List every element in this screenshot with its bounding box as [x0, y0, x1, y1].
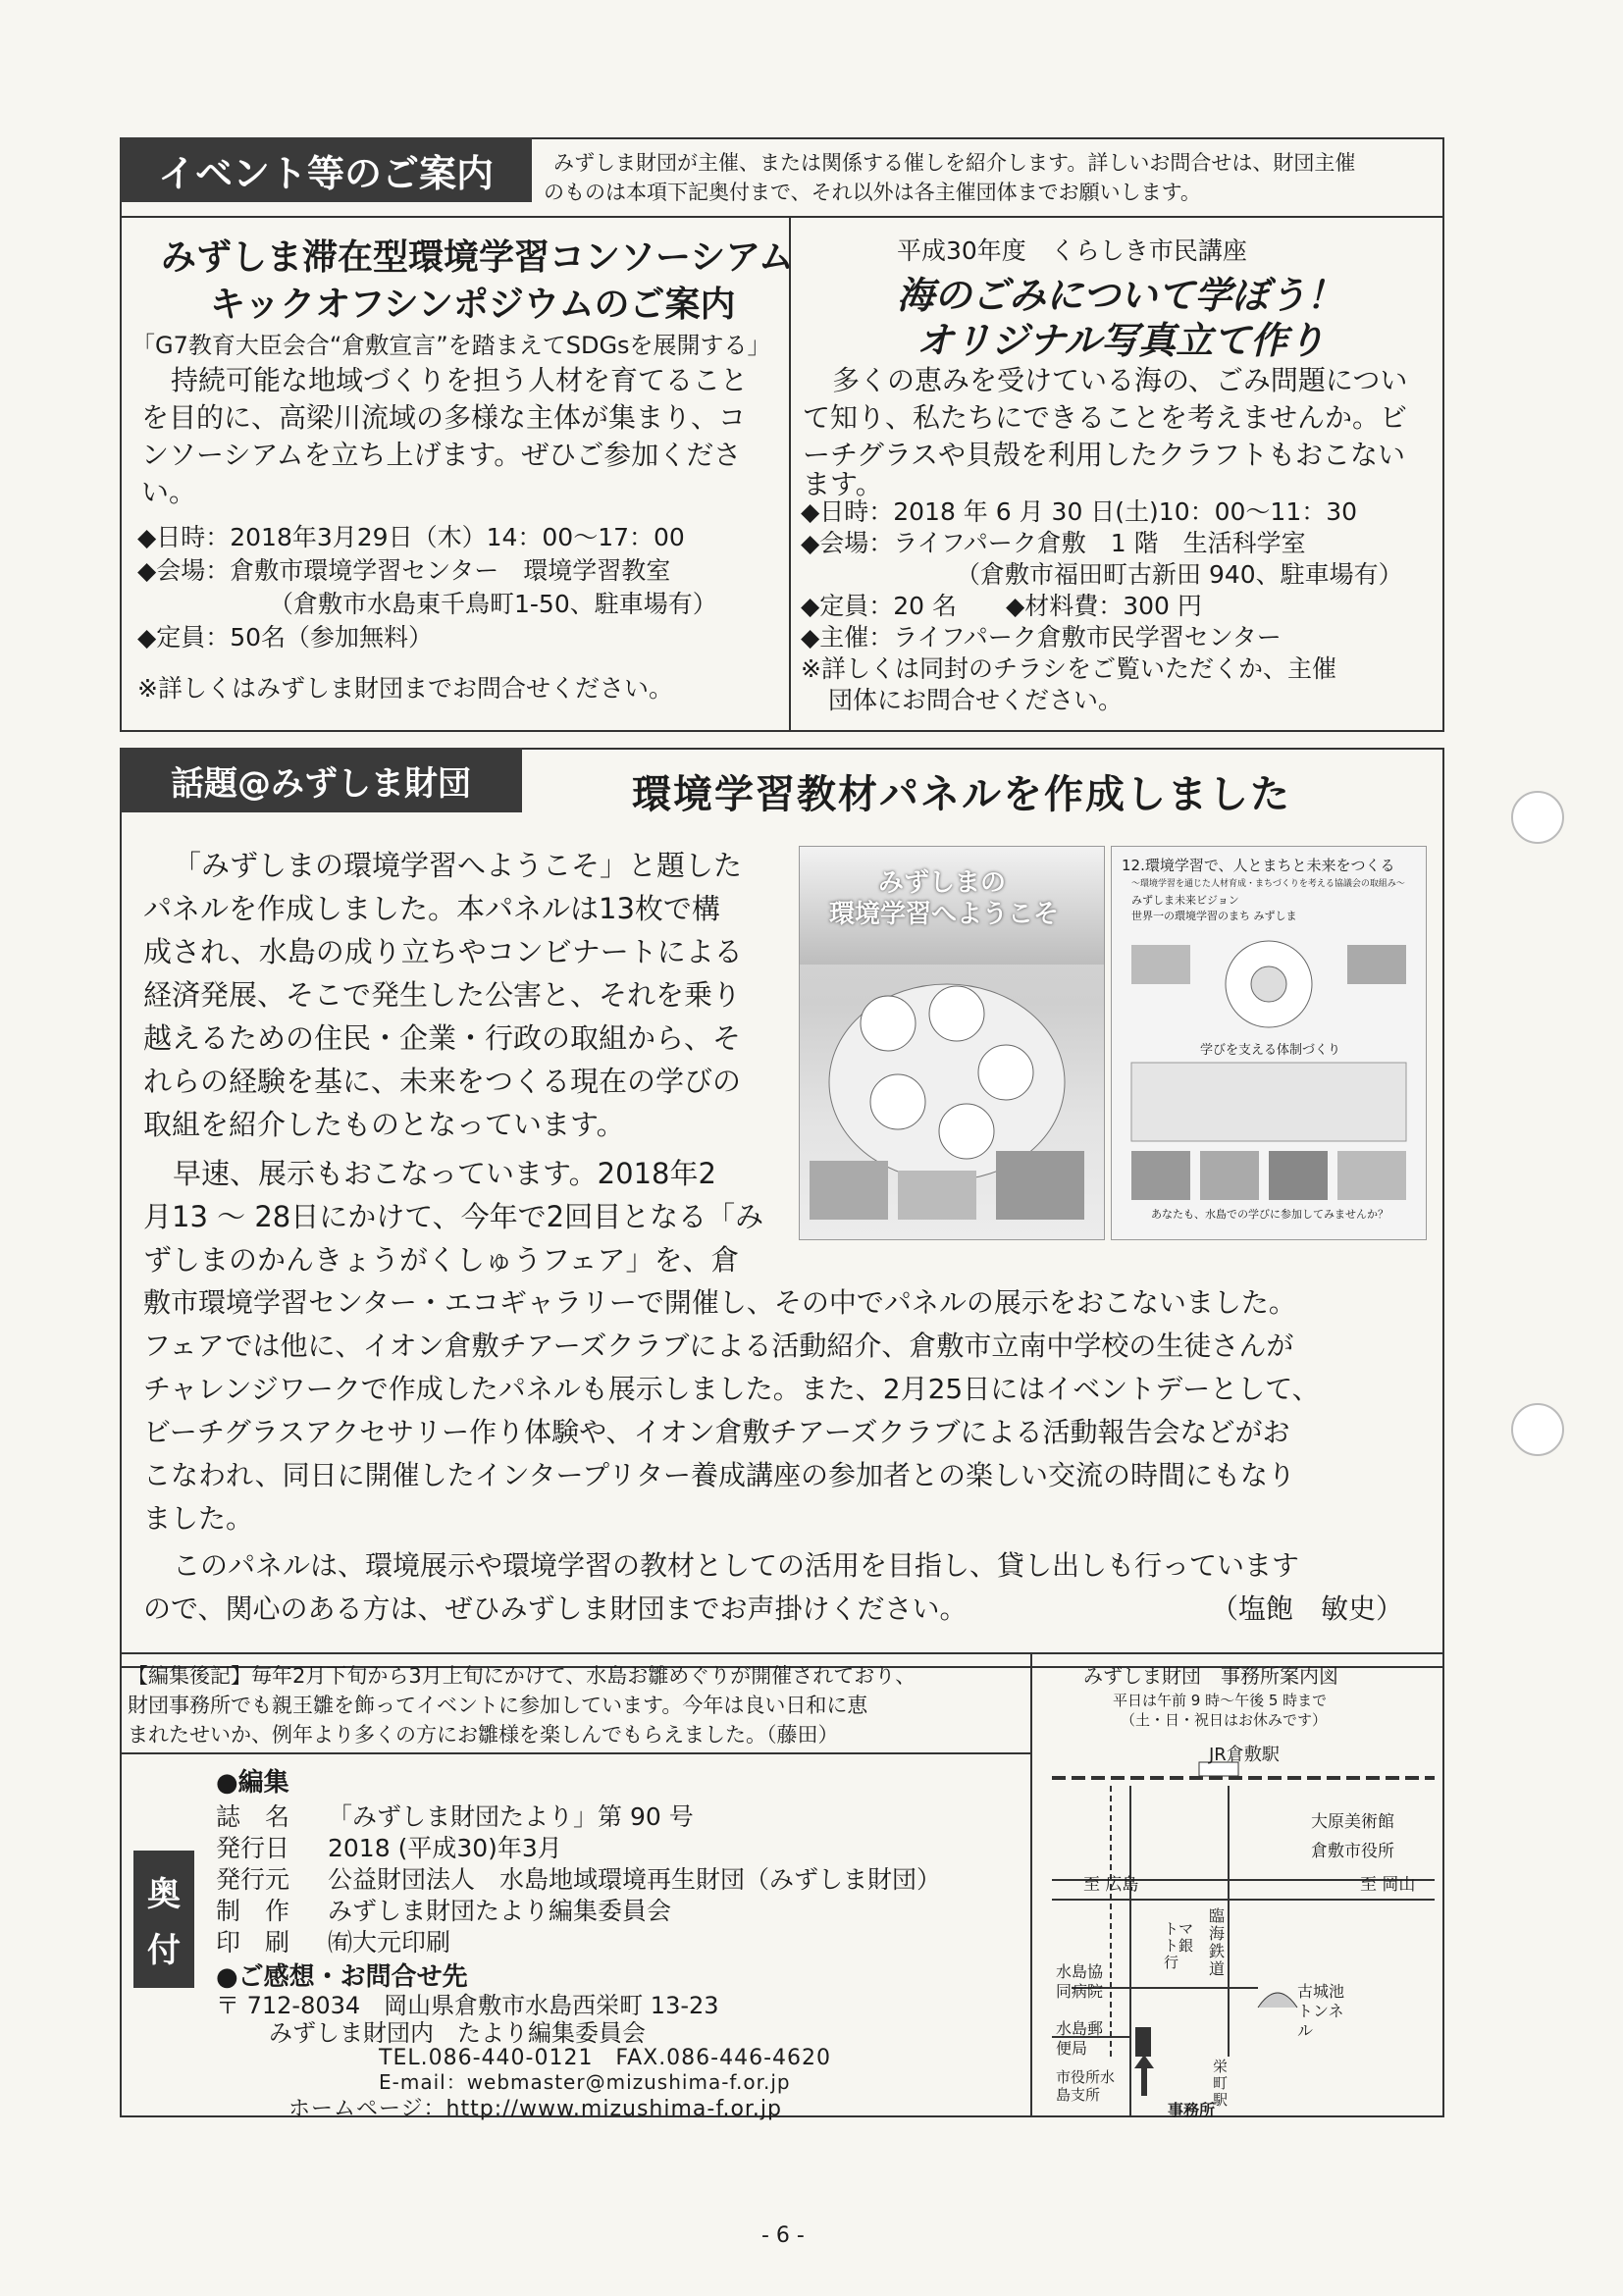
colophon-key: 発行日: [216, 1834, 290, 1862]
postscript-line: 財団事務所でも親王雛を飾ってイベントに参加しています。今年は良い日和に恵: [128, 1694, 868, 1717]
map-label-museum: 大原美術館: [1311, 1812, 1394, 1832]
punch-hole: [1511, 791, 1564, 844]
panel2-mid: 学びを支える体制づくり: [1200, 1043, 1341, 1058]
right-event-venue-address: （倉敷市福田町古新田 940、駐車場有）: [956, 560, 1403, 589]
contact-homepage[interactable]: ホームページ：http://www.mizushima-f.or.jp: [288, 2097, 783, 2121]
colophon-key: 発行元: [216, 1865, 290, 1894]
topic-para1-line: 成され、水島の成り立ちやコンビナートによる: [143, 935, 743, 968]
map-closed: （土・日・祝日はお休みです）: [1121, 1711, 1328, 1729]
topic-para1-line: 取組を紹介したものとなっています。: [143, 1108, 625, 1141]
right-event-kicker: 平成30年度 くらしき市民講座: [897, 236, 1247, 265]
topic-para2-line: ました。: [143, 1502, 254, 1535]
map-label-tunnel: 古城池トンネル: [1297, 1982, 1345, 2040]
events-divider-v: [789, 216, 791, 730]
right-event-capacity: ◆定員：20 名 ◆材料費：300 円: [801, 592, 1202, 620]
panel2-bottom: あなたも、水島での学びに参加してみませんか？: [1151, 1208, 1388, 1221]
side-label-char: 付: [147, 1931, 181, 1970]
postscript-divider: [122, 1752, 1030, 1754]
events-intro-1: みずしま財団が主催、または関係する催しを紹介します。詳しいお問合せは、財団主催: [553, 151, 1356, 175]
right-event-note-2: 団体にお問合せください。: [828, 686, 1124, 714]
left-event-body-4: い。: [141, 476, 197, 508]
topic-title: 環境学習教材パネルを作成しました: [632, 772, 1291, 817]
panel2-title: 12.環境学習で、人とまちと未来をつくる: [1122, 857, 1395, 874]
panel-image-future: [1111, 846, 1427, 1240]
map-label-sakae: 栄町駅: [1213, 2058, 1229, 2109]
right-event-venue: ◆会場：ライフパーク倉敷 1 階 生活科学室: [801, 529, 1306, 557]
right-event-organizer: ◆主催：ライフパーク倉敷市民学習センター: [801, 623, 1282, 652]
topic-para3-line: このパネルは、環境展示や環境学習の教材としての活用を目指し、貸し出しも行っています: [173, 1549, 1300, 1582]
colophon-value: ㈲大元印刷: [328, 1928, 451, 1957]
topic-para1-line: 越えるための住民・企業・行政の取組から、そ: [143, 1021, 742, 1055]
colophon-key: 誌 名: [216, 1802, 290, 1831]
map-title: みずしま財団 事務所案内図: [1083, 1664, 1338, 1688]
topic-section: [120, 748, 1444, 1668]
colophon-section: [120, 1652, 1444, 2121]
map-label-tomato: トマト銀行: [1164, 1920, 1194, 1971]
right-event-title-2: オリジナル写真立て作り: [916, 319, 1326, 362]
right-event-body-3: ーチグラスや貝殻を利用したクラフトもおこない: [803, 439, 1406, 471]
left-event-body-2: を目的に、高梁川流域の多様な主体が集まり、コ: [141, 401, 747, 434]
map-label-office: 事務所: [1168, 2101, 1216, 2119]
right-event-note-1: ※詳しくは同封のチラシをご覧いただくか、主催: [801, 654, 1336, 683]
map-label-rinkai: 臨海鉄道: [1209, 1906, 1226, 1978]
topic-para1-line: 経済発展、そこで発生した公害と、それを乗り: [143, 978, 742, 1012]
right-event-body-4: ます。: [803, 468, 883, 500]
punch-hole: [1511, 1403, 1564, 1456]
events-section: [120, 137, 1444, 732]
contact-address: 〒 712-8034 岡山県倉敷市水島西栄町 13-23: [216, 1992, 719, 2019]
map-label-station: JR倉敷駅: [1209, 1745, 1280, 1765]
panel2-diagram: [1112, 925, 1426, 1239]
right-event-title-1: 海のごみについて学ぼう！: [897, 274, 1344, 317]
panel2-sub: 〜環境学習を通じた人材育成・まちづくりを考える協議会の取組み〜: [1131, 879, 1405, 889]
topic-author: （塩飽 敏史）: [1211, 1592, 1404, 1625]
panel1-title-2: 環境学習へようこそ: [829, 900, 1060, 929]
map-hours: 平日は午前 9 時〜午後 5 時まで: [1113, 1692, 1328, 1709]
topic-para2-line: 月13 〜 28日にかけて、今年で2回目となる「み: [143, 1200, 764, 1233]
topic-para1-line: パネルを作成しました。本パネルは13枚で構: [143, 892, 720, 925]
topic-para2-line: チャレンジワークで作成したパネルも展示しました。また、2月25日にはイベントデーとして、: [143, 1373, 1320, 1405]
topic-para1-line: 「みずしまの環境学習へようこそ」と題した: [173, 849, 743, 882]
colophon-side-label: [133, 1851, 194, 1988]
topic-para2-line: 早速、展示もおこなっています。2018年2: [173, 1157, 716, 1190]
colophon-value: 2018 (平成30)年3月: [328, 1834, 562, 1862]
colophon-value: 「みずしま財団たより」第 90 号: [328, 1802, 694, 1831]
left-event-venue-address: （倉敷市水島東千鳥町1-50、駐車場有）: [269, 590, 717, 618]
contact-email[interactable]: E-mail：webmaster@mizushima-f.or.jp: [379, 2070, 791, 2094]
left-event-body-1: 持続可能な地域づくりを担う人材を育てること: [171, 364, 749, 396]
colophon-key: 印 刷: [216, 1928, 290, 1957]
topic-para1-line: れらの経験を基に、未来をつくる現在の学びの: [143, 1065, 742, 1098]
colophon-value: みずしま財団たより編集委員会: [328, 1897, 672, 1925]
left-event-date: ◆日時：2018年3月29日（木）14：00〜17：00: [137, 523, 685, 551]
events-divider-h: [122, 216, 1442, 218]
left-event-body-3: ンソーシアムを立ち上げます。ぜひご参加くださ: [141, 439, 742, 471]
colophon-value: 公益財団法人 水島地域環境再生財団（みずしま財団）: [328, 1865, 942, 1894]
events-intro-2: のものは本項下記奥付まで、それ以外は各主催団体までお願いします。: [544, 181, 1201, 204]
topic-header: 話題@みずしま財団: [120, 748, 522, 812]
topic-para2-line: フェアでは他に、イオン倉敷チアーズクラブによる活動紹介、倉敷市立南中学校の生徒さんが: [143, 1330, 1294, 1362]
topic-para2-line: ずしまのかんきょうがくしゅうフェア」を、倉: [143, 1243, 740, 1277]
panel1-diagram: [800, 965, 1104, 1239]
postscript-line: まれたせいか、例年より多くの方にお雛様を楽しんでもらえました。（藤田）: [128, 1723, 839, 1747]
map-label-city-office: 倉敷市役所: [1311, 1842, 1394, 1861]
topic-para2-line: ビーチグラスアクセサリー作り体験や、イオン倉敷チアーズクラブによる活動報告会などがお: [143, 1416, 1290, 1448]
side-label-char: 奥: [147, 1875, 181, 1914]
left-event-title-2: キックオフシンポジウムのご案内: [210, 285, 736, 325]
contact-tel: TEL.086-440-0121 FAX.086-446-4620: [379, 2046, 832, 2070]
edit-header: ●編集: [216, 1768, 289, 1798]
left-event-venue: ◆会場：倉敷市環境学習センター 環境学習教室: [137, 556, 671, 585]
map-label-shiyakusho: 市役所水島支所: [1056, 2068, 1116, 2104]
right-event-body-1: 多くの恵みを受けている海の、ごみ問題につい: [832, 364, 1408, 396]
events-header: イベント等のご案内: [120, 137, 532, 202]
left-event-capacity: ◆定員：50名（参加無料）: [137, 623, 434, 652]
page-number: - 6 -: [761, 2223, 805, 2248]
topic-para3-line: ので、関心のある方は、ぜひみずしま財団までお声掛けください。: [143, 1592, 968, 1625]
postscript-line: 【編集後記】毎年2月下旬から3月上旬にかけて、水島お雛めぐりが開催されており、: [128, 1664, 916, 1688]
right-event-body-2: て知り、私たちにできることを考えませんか。ビ: [803, 401, 1408, 434]
panel2-sub: 世界一の環境学習のまち みずしま: [1131, 910, 1297, 922]
panel-image-welcome: [799, 846, 1105, 1240]
left-event-note: ※詳しくはみずしま財団までお問合せください。: [137, 674, 673, 703]
colophon-key: 制 作: [216, 1897, 290, 1925]
map-label-post: 水島郵便局: [1056, 2019, 1104, 2058]
panel2-sub: みずしま未来ビジョン: [1131, 894, 1239, 907]
topic-para2-line: こなわれ、同日に開催したインタープリター養成講座の参加者との楽しい交流の時間にもなり: [143, 1459, 1296, 1491]
contact-address2: みずしま財団内 たより編集委員会: [269, 2019, 646, 2047]
left-event-subtitle: 「G7教育大臣会合“倉敷宣言”を踏まえてSDGsを展開する」: [131, 332, 771, 359]
panel1-title-1: みずしまの: [878, 868, 1007, 898]
map-label-hiroshima: 至 広島: [1083, 1875, 1139, 1895]
map-label-okayama: 至 岡山: [1360, 1875, 1416, 1895]
topic-para2-line: 敷市環境学習センター・エコギャラリーで開催し、その中でパネルの展示をおこないました。: [143, 1286, 1296, 1319]
left-event-title-1: みずしま滞在型環境学習コンソーシアム: [161, 237, 794, 278]
contact-header: ●ご感想・お問合せ先: [216, 1962, 468, 1992]
map-label-hospital: 水島協同病院: [1056, 1962, 1104, 2001]
right-event-date: ◆日時：2018 年 6 月 30 日(土)10：00〜11：30: [801, 497, 1358, 526]
